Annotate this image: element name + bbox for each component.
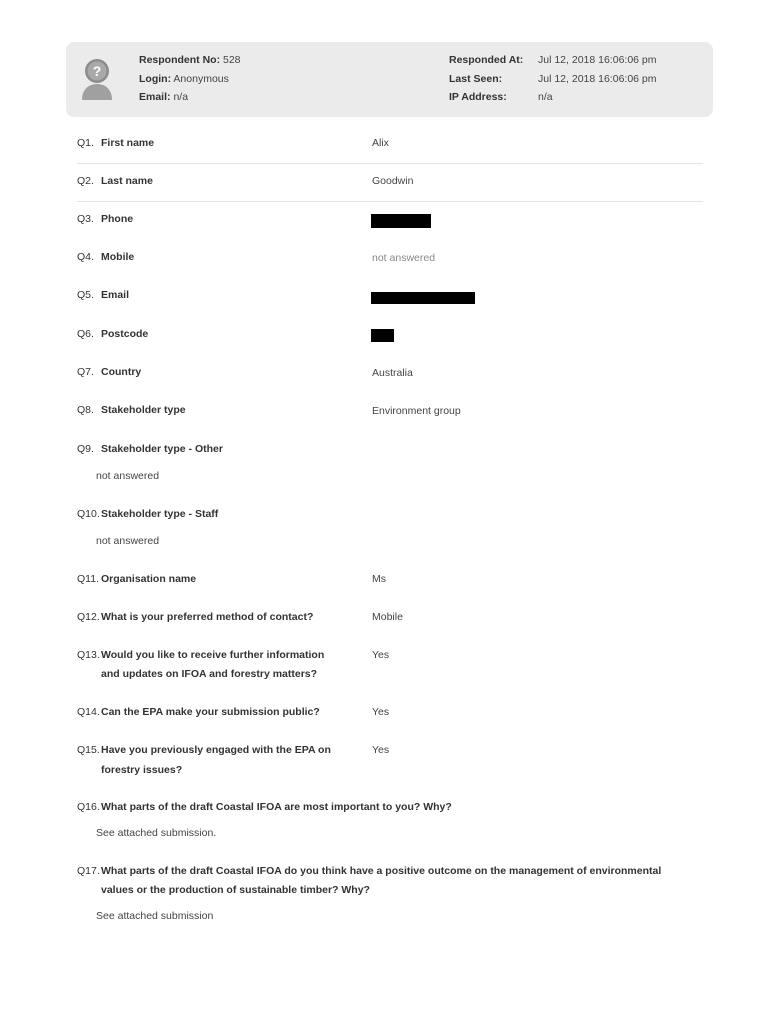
question-text: Organisation name bbox=[101, 573, 197, 585]
question-number: Q14. bbox=[77, 706, 100, 718]
question-number: Q9. bbox=[77, 443, 94, 455]
question-text-line-2: and updates on IFOA and forestry matters? bbox=[101, 668, 318, 680]
question-number: Q16. bbox=[77, 801, 100, 813]
question-number: Q15. bbox=[77, 744, 100, 756]
question-text-line-1: Would you like to receive further information bbox=[101, 649, 325, 661]
question-text: Phone bbox=[101, 213, 134, 225]
question-mark-avatar-icon bbox=[80, 58, 114, 100]
svg-text:?: ? bbox=[92, 63, 102, 79]
respondent-number bbox=[139, 53, 241, 67]
question-number: Q7. bbox=[77, 366, 94, 378]
question-text: Stakeholder type bbox=[101, 404, 186, 416]
email-label: Email: bbox=[139, 91, 171, 103]
respondent-number-value: 528 bbox=[223, 54, 241, 66]
answer-text: Yes bbox=[372, 706, 390, 718]
question-text-line-2: values or the production of sustainable timber? Why? bbox=[101, 884, 370, 896]
question-text: What is your preferred method of contact? bbox=[101, 611, 314, 623]
email-value: n/a bbox=[173, 91, 189, 103]
answer-text: Mobile bbox=[372, 611, 403, 623]
question-number: Q1. bbox=[77, 137, 94, 149]
not-answered-text: not answered bbox=[372, 252, 436, 264]
question-text-line-1: Have you previously engaged with the EPA on bbox=[101, 744, 331, 756]
last-seen-value: Jul 12, 2018 16:06:06 pm bbox=[538, 73, 657, 85]
divider bbox=[77, 163, 703, 164]
question-text: Last name bbox=[101, 175, 153, 187]
redacted-answer bbox=[371, 292, 475, 304]
answer-text: Ms bbox=[372, 573, 386, 585]
not-answered-text: not answered bbox=[96, 535, 160, 547]
redacted-answer bbox=[371, 214, 431, 228]
answer-text: Yes bbox=[372, 649, 390, 661]
login-value: Anonymous bbox=[173, 73, 229, 85]
question-number: Q6. bbox=[77, 328, 94, 340]
question-text: Stakeholder type - Staff bbox=[101, 508, 219, 520]
answer-text: Yes bbox=[372, 744, 390, 756]
answer-text: See attached submission bbox=[96, 910, 214, 922]
question-text: Stakeholder type - Other bbox=[101, 443, 223, 455]
question-text: What parts of the draft Coastal IFOA are most important to you? Why? bbox=[101, 801, 452, 813]
last-seen-label: Last Seen: bbox=[449, 73, 503, 85]
question-text: Country bbox=[101, 366, 142, 378]
question-text: Postcode bbox=[101, 328, 149, 340]
respondent-login bbox=[139, 72, 229, 86]
respondent-number-label: Respondent No: bbox=[139, 54, 221, 66]
redacted-answer bbox=[371, 329, 394, 342]
question-number: Q2. bbox=[77, 175, 94, 187]
ip-address-value: n/a bbox=[538, 91, 553, 103]
question-number: Q12. bbox=[77, 611, 100, 623]
answer-text: Goodwin bbox=[372, 175, 414, 187]
question-text: First name bbox=[101, 137, 155, 149]
ip-address-label: IP Address: bbox=[449, 91, 507, 103]
answer-text: See attached submission. bbox=[96, 827, 217, 839]
question-text: Mobile bbox=[101, 251, 135, 263]
question-text: Email bbox=[101, 289, 130, 301]
respondent-header bbox=[66, 42, 713, 117]
question-number: Q4. bbox=[77, 251, 94, 263]
question-number: Q5. bbox=[77, 289, 94, 301]
login-label: Login: bbox=[139, 73, 172, 85]
answer-text: Alix bbox=[372, 137, 389, 149]
question-text-line-2: forestry issues? bbox=[101, 764, 183, 776]
question-number: Q11. bbox=[77, 573, 99, 585]
respondent-email bbox=[139, 90, 188, 104]
not-answered-text: not answered bbox=[96, 470, 160, 482]
question-text: Can the EPA make your submission public? bbox=[101, 706, 320, 718]
divider bbox=[77, 201, 703, 202]
answer-text: Australia bbox=[372, 367, 413, 379]
question-number: Q8. bbox=[77, 404, 94, 416]
question-number: Q17. bbox=[77, 865, 100, 877]
question-text-line-1: What parts of the draft Coastal IFOA do you think have a positive outcome on the management of environmental bbox=[101, 865, 662, 877]
question-number: Q10. bbox=[77, 508, 100, 520]
answer-text: Environment group bbox=[372, 405, 461, 417]
question-number: Q13. bbox=[77, 649, 100, 661]
responded-at-label: Responded At: bbox=[449, 54, 524, 66]
question-number: Q3. bbox=[77, 213, 94, 225]
responded-at-value: Jul 12, 2018 16:06:06 pm bbox=[538, 54, 657, 66]
